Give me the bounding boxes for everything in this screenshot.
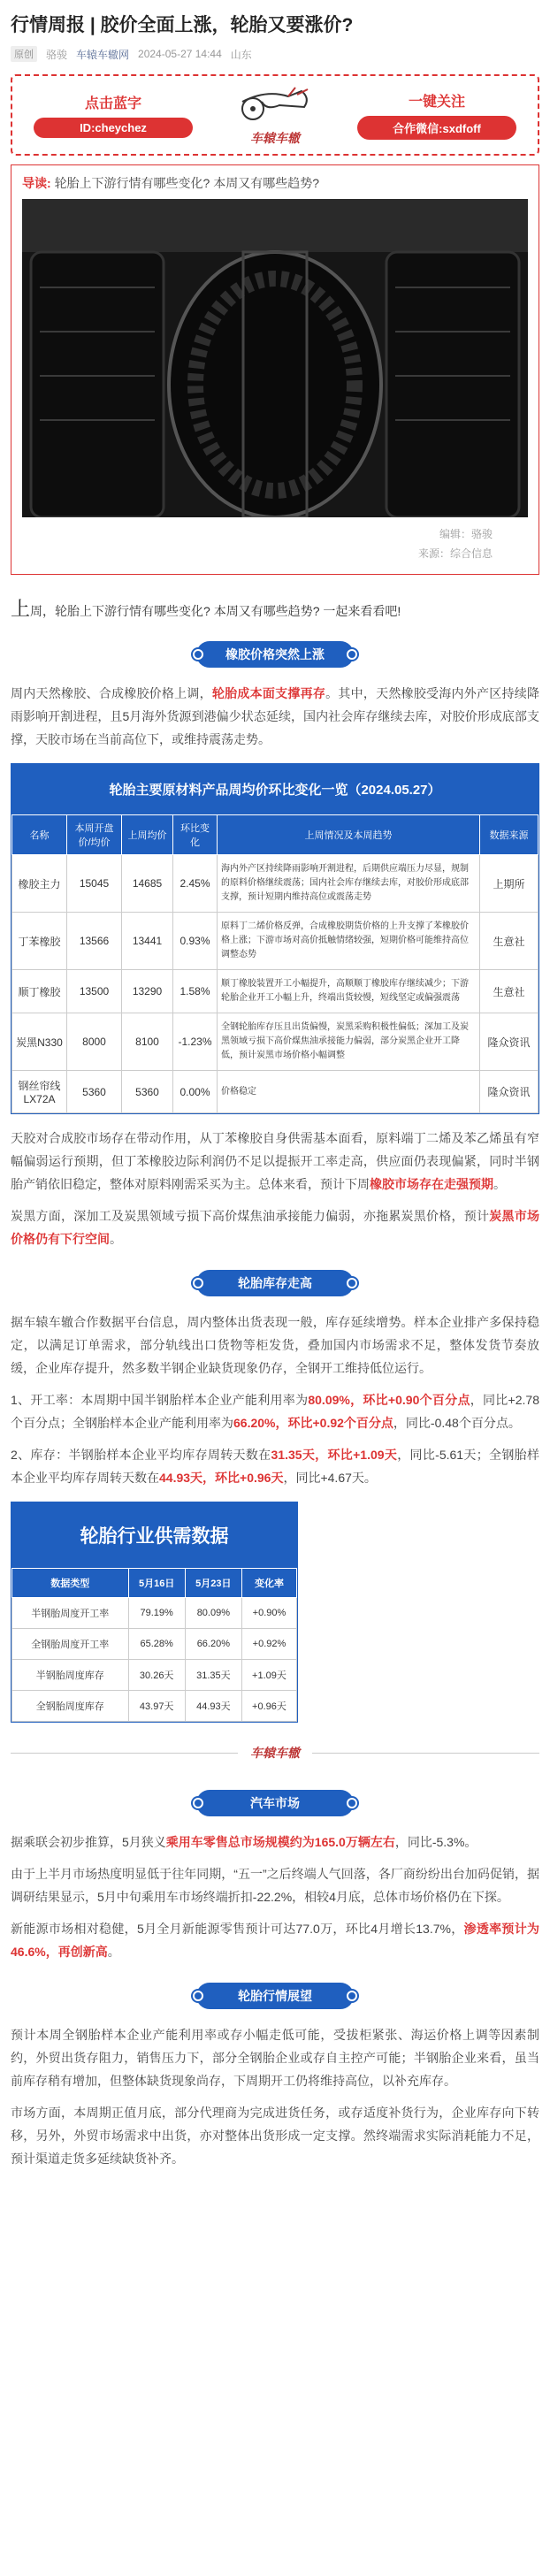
- cell-change: 2.45%: [173, 855, 218, 913]
- cell-source: 隆众资讯: [480, 1071, 539, 1113]
- table-row: [12, 1071, 539, 1113]
- rubber-paragraph-2: [11, 1127, 539, 1196]
- col-header: 数据来源: [480, 815, 539, 855]
- text-run: 新能源市场相对稳健，5月全月新能源零售预计可达77.0万，环比4月增长13.7%，: [11, 1922, 464, 1936]
- highlight-text: 80.09%，环比+0.90个百分点: [308, 1393, 470, 1407]
- dot-right-icon: [347, 1798, 357, 1808]
- cell-last-week: 13290: [122, 970, 173, 1013]
- section-title: 汽车市场: [196, 1790, 354, 1816]
- dot-right-icon: [347, 1991, 357, 2001]
- text-run: 。: [107, 1945, 120, 1959]
- cell-type: 半钢胎周度开工率: [12, 1598, 129, 1629]
- section-header-inventory: [196, 1270, 354, 1296]
- col-header: 本周开盘价/均价: [67, 815, 122, 855]
- auto-paragraph-2: 由于上半月市场热度明显低于往年同期，“五一”之后终端人气回落，各厂商纷纷出台加码促销，据调研结果显示，5月中旬乘用车市场终端折扣-22.2%，相较4月底，总体市场价格仍在下探。: [11, 1867, 539, 1904]
- cell-type: 全钢胎周度开工率: [12, 1629, 129, 1660]
- dot-left-icon: [193, 1798, 203, 1808]
- banner-right-caption: 一键关注: [408, 95, 465, 110]
- author-name: 骆骏: [46, 48, 68, 61]
- text-run: ，同比-5.3%。: [394, 1835, 477, 1849]
- banner-left: [34, 92, 193, 138]
- col-header: 变化率: [241, 1569, 296, 1598]
- highlight-text: 31.35天，环比+1.09天: [271, 1448, 398, 1462]
- cell-rate: +0.92%: [241, 1629, 296, 1660]
- banner-left-caption: 点击蓝字: [84, 96, 141, 111]
- raw-material-table-title: 轮胎主要原材料产品周均价环比变化一览（2024.05.27）: [11, 764, 539, 814]
- cell-this-week: 15045: [67, 855, 122, 913]
- lead-drop-cap: 上: [11, 598, 31, 620]
- publish-location: 山东: [230, 48, 252, 61]
- auto-paragraph-1: [11, 1831, 539, 1854]
- text-run: 1、开工率：本周期中国半钢胎样本企业产能利用率为: [11, 1393, 309, 1407]
- publish-datetime: 2024-05-27 14:44: [138, 48, 222, 60]
- brand-logo: [222, 84, 328, 147]
- cell-last-week: 5360: [122, 1071, 173, 1113]
- divider-line: [11, 1753, 238, 1754]
- cell-may23: 80.09%: [185, 1598, 241, 1629]
- cell-type: 全钢胎周度库存: [12, 1691, 129, 1722]
- cell-source: 生意社: [480, 970, 539, 1013]
- text-run: 周内天然橡胶、合成橡胶价格上调，: [11, 686, 212, 700]
- cell-source: 上期所: [480, 855, 539, 913]
- table-row: [12, 855, 539, 913]
- guide-box: [11, 164, 539, 575]
- lead-paragraph: [11, 594, 539, 622]
- highlight-text: 橡胶市场存在走强预期: [370, 1177, 493, 1191]
- col-header: 数据类型: [12, 1569, 129, 1598]
- text-run: 。其中，天然橡胶受海内外产区持续降雨影响开割进程，且5月海外货源到港偏少状态延续，国内社会库存继续去库，对胶价形成底部支撑，天胶市场在当前高位下，或维持震荡走势。: [11, 686, 540, 746]
- cell-source: 生意社: [480, 913, 539, 970]
- cell-may23: 31.35天: [185, 1660, 241, 1691]
- source-credit: 来源：综合信息: [417, 547, 493, 560]
- highlight-text: 44.93天，环比+0.96天: [159, 1471, 284, 1485]
- text-run: 。: [110, 1232, 122, 1246]
- highlight-text: 炭黑市场价格仍有下行空间: [11, 1209, 540, 1246]
- banner-id-pill[interactable]: ID:cheychez: [34, 118, 193, 138]
- cell-rate: +0.90%: [241, 1598, 296, 1629]
- raw-material-grid: [11, 814, 539, 1113]
- inventory-paragraph-3: [11, 1443, 539, 1489]
- banner-wechat-pill[interactable]: 合作微信:sxdfoff: [357, 116, 516, 140]
- cell-name: 顺丁橡胶: [12, 970, 67, 1013]
- text-run: ，同比-0.48个百分点。: [393, 1416, 521, 1430]
- cell-name: 钢丝帘线LX72A: [12, 1071, 67, 1113]
- table-row: [12, 970, 539, 1013]
- text-run: ，同比-5.61天；全钢胎样本企业平均库存周转天数在: [11, 1448, 539, 1485]
- col-header: 名称: [12, 815, 67, 855]
- col-header: 环比变化: [173, 815, 218, 855]
- banner-right: [357, 90, 516, 140]
- cell-detail: 原料丁二烯价格反弹，合成橡胶期货价格的上升支撑了苯橡胶价格上涨；下游市场对高价抵触情绪较强，短期价格可能维持高位调整态势: [218, 913, 480, 970]
- article-title: 行情周报 | 胶价全面上涨，轮胎又要涨价?: [11, 15, 354, 35]
- section-header-outlook: [196, 1983, 354, 2009]
- highlight-text: 渗透率预计为46.6%，再创新高: [11, 1922, 540, 1959]
- text-run: 据乘联会初步推算，5月狭义: [11, 1835, 166, 1849]
- cell-this-week: 13566: [67, 913, 122, 970]
- dot-left-icon: [193, 1278, 203, 1288]
- col-header: 上周情况及本周趋势: [218, 815, 480, 855]
- dot-left-icon: [193, 649, 203, 660]
- cell-this-week: 13500: [67, 970, 122, 1013]
- highlight-text: 轮胎成本面支撑再存: [211, 686, 326, 700]
- auto-paragraph-3: [11, 1917, 539, 1963]
- divider-logo-text: 车辕车辙: [250, 1746, 300, 1760]
- divider-line: [312, 1753, 539, 1754]
- cell-this-week: 8000: [67, 1013, 122, 1071]
- tire-rack-photo: [22, 199, 528, 517]
- text-run: ，同比+4.67天。: [283, 1471, 377, 1485]
- table-row: [12, 913, 539, 970]
- supply-demand-grid: [11, 1568, 297, 1722]
- raw-material-table: [11, 763, 539, 1114]
- guide-label: 导读:: [22, 176, 51, 190]
- highlight-text: 66.20%，环比+0.92个百分点: [233, 1416, 393, 1430]
- account-link[interactable]: 车辕车辙网: [76, 48, 130, 61]
- table-row: [12, 1598, 297, 1629]
- cell-may16: 79.19%: [128, 1598, 185, 1629]
- dot-right-icon: [347, 649, 357, 660]
- cell-name: 丁苯橡胶: [12, 913, 67, 970]
- table-row: [12, 1660, 297, 1691]
- cell-detail: 顺丁橡胶装置开工小幅提升，高顺顺丁橡胶库存继续减少；下游轮胎企业开工小幅上升，终端出货较慢，短线坚定或偏强震荡: [218, 970, 480, 1013]
- cell-change: 0.93%: [173, 913, 218, 970]
- cell-change: 1.58%: [173, 970, 218, 1013]
- brand-divider: [11, 1735, 539, 1770]
- cell-detail: 全钢轮胎库存压且出货偏慢，炭黑采购积极性偏低；深加工及炭黑领域亏损下高价煤焦油承接能力偏弱，部分炭黑企业开工降低，预计炭黑市场价格小幅调整: [218, 1013, 480, 1071]
- inventory-paragraph-2: [11, 1388, 539, 1434]
- original-tag: 原创: [11, 46, 37, 62]
- lead-text: 周，轮胎上下游行情有哪些变化? 本周又有哪些趋势? 一起来看看吧!: [30, 604, 401, 618]
- table-row: [12, 1691, 297, 1722]
- col-header: 5月16日: [128, 1569, 185, 1598]
- highlight-text: 乘用车零售总市场规模约为165.0万辆左右: [165, 1835, 395, 1849]
- tire-stack-illustration: [22, 199, 528, 517]
- cell-may23: 44.93天: [185, 1691, 241, 1722]
- cell-detail: 海内外产区持续降雨影响开割进程，后期供应端压力尽显，规制的原料价格继续震荡；国内社会库存继续去库，对胶价形成底部支撑，预计短期内维持高位或震荡走势: [218, 855, 480, 913]
- table-row: [12, 1013, 539, 1071]
- text-run: 炭黑方面，深加工及炭黑领域亏损下高价煤焦油承接能力偏弱，亦拖累炭黑价格，预计: [11, 1209, 490, 1223]
- outlook-paragraph-1: 预计本周全钢胎样本企业产能利用率或存小幅走低可能，受拔柜紧张、海运价格上调等因素制约，外贸出货存阻力，销售压力下，部分全钢胎企业或存自主控产可能；半钢胎企业来看，虽当前库存稍有增加，但整体缺货现象尚存，下周期开工仍将维持高位，以补充库存。: [11, 2028, 539, 2088]
- inventory-paragraph-1: 据车辕车辙合作数据平台信息，周内整体出货表现一般，库存延续增势。样本企业排产多保持稳定，以满足订单需求，部分轨线出口货物等柜发货，叠加国内市场需求不足，整体发货节奏放缓，企业库存提升，然多数半钢企业缺货现象仍存，全钢开工维持低位运行。: [11, 1315, 539, 1375]
- cell-last-week: 13441: [122, 913, 173, 970]
- cell-may16: 30.26天: [128, 1660, 185, 1691]
- cell-last-week: 8100: [122, 1013, 173, 1071]
- cell-may16: 43.97天: [128, 1691, 185, 1722]
- table-row: [12, 1629, 297, 1660]
- cell-type: 半钢胎周度库存: [12, 1660, 129, 1691]
- cell-detail: 价格稳定: [218, 1071, 480, 1113]
- section-header-rubber: [196, 641, 354, 668]
- cell-name: 炭黑N330: [12, 1013, 67, 1071]
- section-title: 橡胶价格突然上涨: [196, 641, 354, 668]
- article-meta: [11, 46, 539, 62]
- chariot-logo-icon: [226, 84, 324, 123]
- col-header: 上周均价: [122, 815, 173, 855]
- section-title: 轮胎行情展望: [196, 1983, 354, 2009]
- cell-name: 橡胶主力: [12, 855, 67, 913]
- brand-logo-text: 车辕车辙: [250, 130, 300, 145]
- cell-change: 0.00%: [173, 1071, 218, 1113]
- text-run: 2、库存：半钢胎样本企业平均库存周转天数在: [11, 1448, 271, 1462]
- cell-source: 隆众资讯: [480, 1013, 539, 1071]
- guide-text: 轮胎上下游行情有哪些变化? 本周又有哪些趋势?: [54, 176, 320, 190]
- table-header-row: [12, 815, 539, 855]
- col-header: 5月23日: [185, 1569, 241, 1598]
- photo-credits: [22, 524, 528, 563]
- outlook-paragraph-2: 市场方面，本周期正值月底，部分代理商为完成进货任务，或存适度补货行为，企业库存向下转移，另外，外贸市场需求中出货，亦对整体出货形成一定支撑。然终端需求实际消耗能力不足，预计渠道走货多延续缺货补齐。: [11, 2106, 539, 2166]
- guide-question: [22, 174, 528, 192]
- cell-rate: +0.96天: [241, 1691, 296, 1722]
- supply-demand-table-title: 轮胎行业供需数据: [11, 1502, 297, 1568]
- cell-change: -1.23%: [173, 1013, 218, 1071]
- table-header-row: [12, 1569, 297, 1598]
- cell-last-week: 14685: [122, 855, 173, 913]
- editor-credit: 编辑：骆骏: [439, 528, 493, 540]
- cell-may23: 66.20%: [185, 1629, 241, 1660]
- cell-may16: 65.28%: [128, 1629, 185, 1660]
- follow-banner: [11, 74, 539, 156]
- text-run: ，同比+2.78个百分点；全钢胎样本企业产能利用率为: [11, 1393, 539, 1430]
- cell-rate: +1.09天: [241, 1660, 296, 1691]
- rubber-paragraph-3: [11, 1204, 539, 1250]
- section-title: 轮胎库存走高: [196, 1270, 354, 1296]
- supply-demand-table: [11, 1502, 298, 1723]
- section-header-auto-market: [196, 1790, 354, 1816]
- text-run: 。: [493, 1177, 506, 1191]
- dot-left-icon: [193, 1991, 203, 2001]
- cell-this-week: 5360: [67, 1071, 122, 1113]
- text-run: 天胶对合成胶市场存在带动作用，从丁苯橡胶自身供需基本面看，原料端丁二烯及苯乙烯虽有窄幅偏弱运行预期，但丁苯橡胶边际利润仍不足以提振开工率走高，供应面仍表现偏紧，同时半钢胎产销依旧稳定，整体对原料刚需采买为主。总体来看，预计下周: [11, 1131, 539, 1191]
- rubber-paragraph-1: [11, 682, 539, 751]
- dot-right-icon: [347, 1278, 357, 1288]
